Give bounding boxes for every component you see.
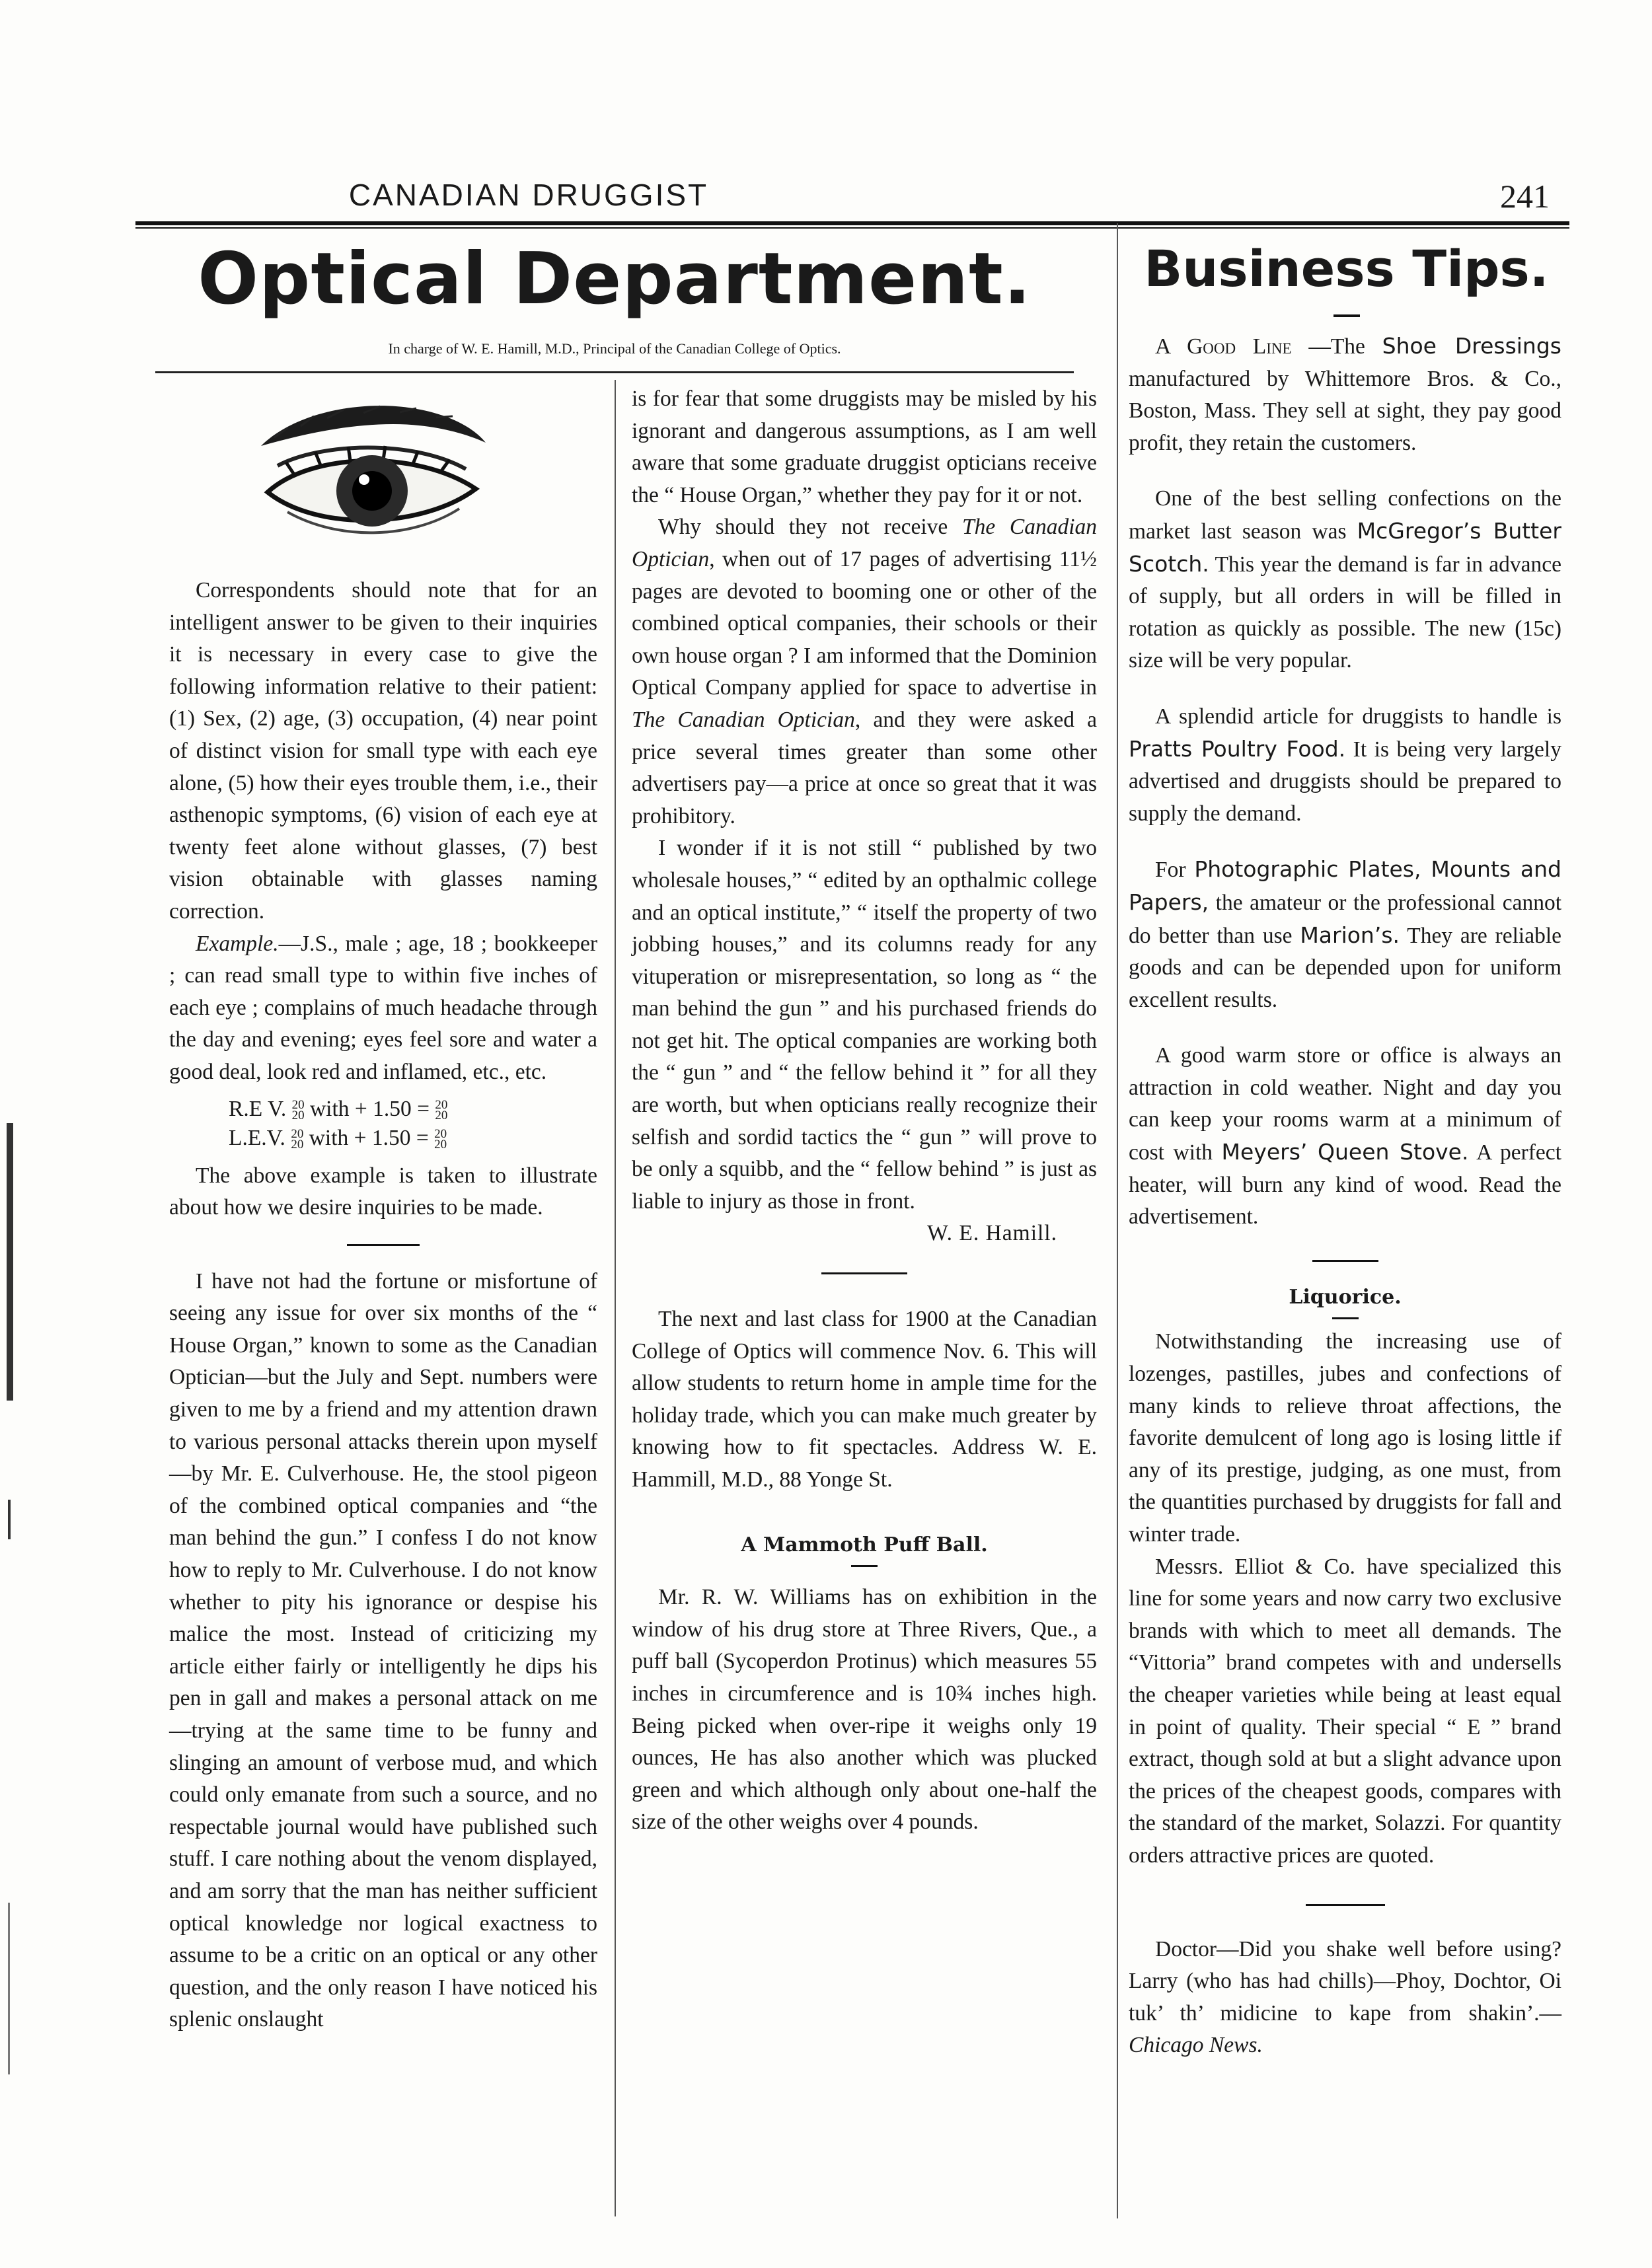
byline-rule xyxy=(155,371,1074,373)
optical-department-title: Optical Department. xyxy=(198,238,1032,320)
tip-lead: A Good Line xyxy=(1155,334,1292,359)
optical-column-1 xyxy=(169,575,597,2036)
liquorice-paragraph-1: Notwithstanding the increasing use of lozenges, pastilles, jubes and confections of many kinds to relieve throat affections, the favorite demulcent of long ago is losing little if any of its prestige, judging, as one must, from the quantities purchased by druggists for fall and winter trade. xyxy=(1129,1329,1561,1547)
eye-illustration xyxy=(248,396,496,548)
tip-stove: A good warm store or office is always an attraction in cold weather. Night and day you can keep your rooms warm at a minimum of cost with Meyers’ Queen Stove. A perfect heater, will burn any kind of wood. Read the advertisement. xyxy=(1129,1043,1561,1229)
correspondents-paragraph: Correspondents should note that for an intelligent answer to be given to their inquiries it is necessary in every case to give the following information relative to their patient: (1) Sex, (2) age, (3) occupation, (4) near point of distinct vision for small type with each eye alone, (5) how their eyes trouble them, i.e., their asthenopic symptoms, (6) vision of each eye at twenty feet alone without glasses, (7) best vision obtainable with glasses naming correction. xyxy=(169,578,597,924)
header-rule xyxy=(135,221,1569,229)
section-separator xyxy=(1312,1260,1378,1262)
example-text: —J.S., male ; age, 18 ; bookkeeper ; can read small type to within five inches of each eye ; complains of much headache through the day and evening; eyes feel sore and water a good deal, look red and inflamed, etc., etc. xyxy=(169,931,597,1084)
eye-icon xyxy=(248,396,496,548)
lev-formula xyxy=(169,1126,597,1151)
illustrate-paragraph: The above example is taken to illustrate about how we desire inquiries to be made. xyxy=(169,1163,597,1220)
liquorice-paragraph-2: Messrs. Elliot & Co. have specialized this line for some years and now carry two exclusive brands with which to meet all demands. The “Vittoria” brand competes with and undersells the cheaper varieties while being at least equal in point of quality. Their special “ E ” brand extract, though sold at but a slight advance upon the prices of the cheapest goods, compares with the standard of the market, Solazzi. For quantity orders attractive prices are quoted. xyxy=(1129,1554,1561,1868)
column-rule-middle xyxy=(615,380,616,2216)
example-label: Example. xyxy=(196,931,279,956)
wonder-paragraph: I wonder if it is not still “ published by two wholesale houses,” “ edited by an opthalmic college and an optical institute,” “ itself the property of two jobbing houses,” and its columns ready for any vituperation or misrepresentation, so long as “ the man behind the gun ” and his purchased friends do not get hit. The optical companies are working both the “ gun ” and “ the fellow behind it ” for all they are worth, but when opticians really recognize their selfish and sordid tactics the “ gun ” will prove to be only a squibb, and the “ fellow behind ” is just as liable to injury as those in front. xyxy=(632,836,1097,1214)
fraction: 20 20 xyxy=(434,1126,447,1152)
optical-byline: In charge of W. E. Hamill, M.D., Principal of the Canadian College of Optics. xyxy=(388,340,841,357)
business-tips-title: Business Tips. xyxy=(1144,239,1549,298)
liquorice-heading: Liquorice. xyxy=(1289,1285,1402,1309)
example-paragraph xyxy=(169,928,597,1089)
tip-photographic: For Photographic Plates, Mounts and Papers, the amateur or the professional cannot do better than use Marion’s. They are reliable goods and can be depended upon for uniform excellent results. xyxy=(1129,856,1561,1012)
running-head: CANADIAN DRUGGIST xyxy=(348,178,709,212)
signature: W. E. Hamill. xyxy=(927,1221,1057,1246)
tip-shoe-dressings: A Good Line —The Shoe Dressings manufactured by Whittemore Bros. & Co., Boston, Mass. They sell at sight, they pay good profit, they retain the customers. xyxy=(1129,333,1561,455)
product-name: McGregor’s Butter Scotch. xyxy=(1129,517,1561,577)
joke-paragraph: Doctor—Did you shake well before using? Larry (who has had chills)—Phoy, Dochtor, Oi tuk’ th’ midicine to kape from shakin’.—Chicago News. xyxy=(1129,1936,1561,2058)
product-name: Shoe Dressings xyxy=(1382,333,1561,359)
heading-dash xyxy=(1332,1317,1359,1319)
optical-column-2 xyxy=(632,383,1097,1839)
title-dash xyxy=(1333,314,1360,317)
with-text: with + 1.50 = xyxy=(309,1125,429,1150)
rev-label: R.E V. xyxy=(229,1096,287,1121)
heading-dash xyxy=(851,1565,878,1567)
college-notice-paragraph: The next and last class for 1900 at the Canadian College of Optics will commence Nov. 6. This will allow students to return home in ample time for the holiday trade, which you can make much greater by knowing how to fit spectacles. Address W. E. Hammill, M.D., 88 Yonge St. xyxy=(632,1307,1097,1492)
fraction: 20 20 xyxy=(435,1097,448,1122)
product-name: Pratts Poultry Food. xyxy=(1129,735,1346,762)
scan-artifact xyxy=(7,1123,13,1401)
product-name: Marion’s. xyxy=(1300,922,1400,948)
tip-butter-scotch: One of the best selling confections on the market last season was McGregor’s Butter Scotch. This year the demand is far in advance of supply, but all orders in will be filled in rotation as quickly as possible. The new (15c) size will be very popular. xyxy=(1129,486,1561,673)
lev-label: L.E.V. xyxy=(229,1125,285,1150)
scan-artifact xyxy=(8,1500,11,1539)
scan-artifact xyxy=(8,1903,10,2074)
page-number: 241 xyxy=(1500,178,1550,215)
journal-title: The Canadian Optician xyxy=(632,707,855,732)
section-separator xyxy=(1306,1904,1385,1906)
house-organ-paragraph: I have not had the fortune or misfortune of seeing any issue for over six months of the “ House Organ,” known to some as the Canadian Optician—but the July and Sept. numbers were given to me by a friend and my attention drawn to various personal attacks therein upon myself—by Mr. E. Culverhouse. He, the stool pigeon of the combined optical companies and “the man behind the gun.” I confess I do not know how to reply to Mr. Culverhouse. I do not know whether to pity his ignorance or despise his malice the most. Instead of criticizing my article either fairly or intelligently he dips his pen in gall and makes a personal attack on me—trying at the same time to be funny and slinging an amount of verbose mud, and which could only emanate from such a source, and no respectable journal would have published such stuff. I care nothing about the venom displayed, and am sorry that the man has neither sufficient optical knowledge nor logical exactness to assume to be a critic on an optical or any other question, and the only reason I have noticed his splenic onslaught xyxy=(169,1268,597,2032)
puff-ball-heading: A Mammoth Puff Ball. xyxy=(741,1533,988,1556)
column-rule-right xyxy=(1117,223,1118,2218)
product-name: Meyers’ Queen Stove. xyxy=(1221,1139,1469,1165)
joke-source: Chicago News. xyxy=(1129,2033,1263,2058)
business-tips-column xyxy=(1129,330,1561,2062)
tip-poultry-food: A splendid article for druggists to handle is Pratts Poultry Food. It is being very largely advertised and druggists should be prepared to supply the demand. xyxy=(1129,704,1561,826)
with-text: with + 1.50 = xyxy=(309,1096,430,1121)
rev-formula xyxy=(169,1097,597,1122)
why-paragraph: Why should they not receive The Canadian Optician, when out of 17 pages of advertising 11½ pages are devoted to booming one or other of the combined optical companies, their schools or their own house organ ? I am informed that the Dominion Optical Company applied for space to advertise in The Canadian Optician, and they were asked a price several times greater than some other advertisers pay—a price at once so great that it was prohibitory. xyxy=(632,515,1097,828)
puff-ball-paragraph: Mr. R. W. Williams has on exhibition in the window of his drug store at Three Rivers, Que., a puff ball (Sycoperdon Protinus) which measures 55 inches in circumference and is 10¾ inches high. Being picked when over-ripe it weighs only 19 ounces, He has also another which was plucked green and which although only about one-half the size of the other weighs over 4 pounds. xyxy=(632,1585,1097,1835)
journal-title: The Canadian Optician xyxy=(632,515,1097,571)
fraction: 20 20 xyxy=(291,1126,304,1152)
section-separator xyxy=(821,1272,907,1274)
continued-paragraph: is for fear that some druggists may be misled by his ignorant and dangerous assumptions, as I am well aware that some graduate druggist opticians receive the “ House Organ,” whether they pay for it or not. xyxy=(632,386,1097,507)
section-separator xyxy=(347,1244,420,1246)
fraction: 20 20 xyxy=(291,1097,305,1122)
product-name: Photographic Plates, Mounts and Papers, xyxy=(1129,856,1561,915)
